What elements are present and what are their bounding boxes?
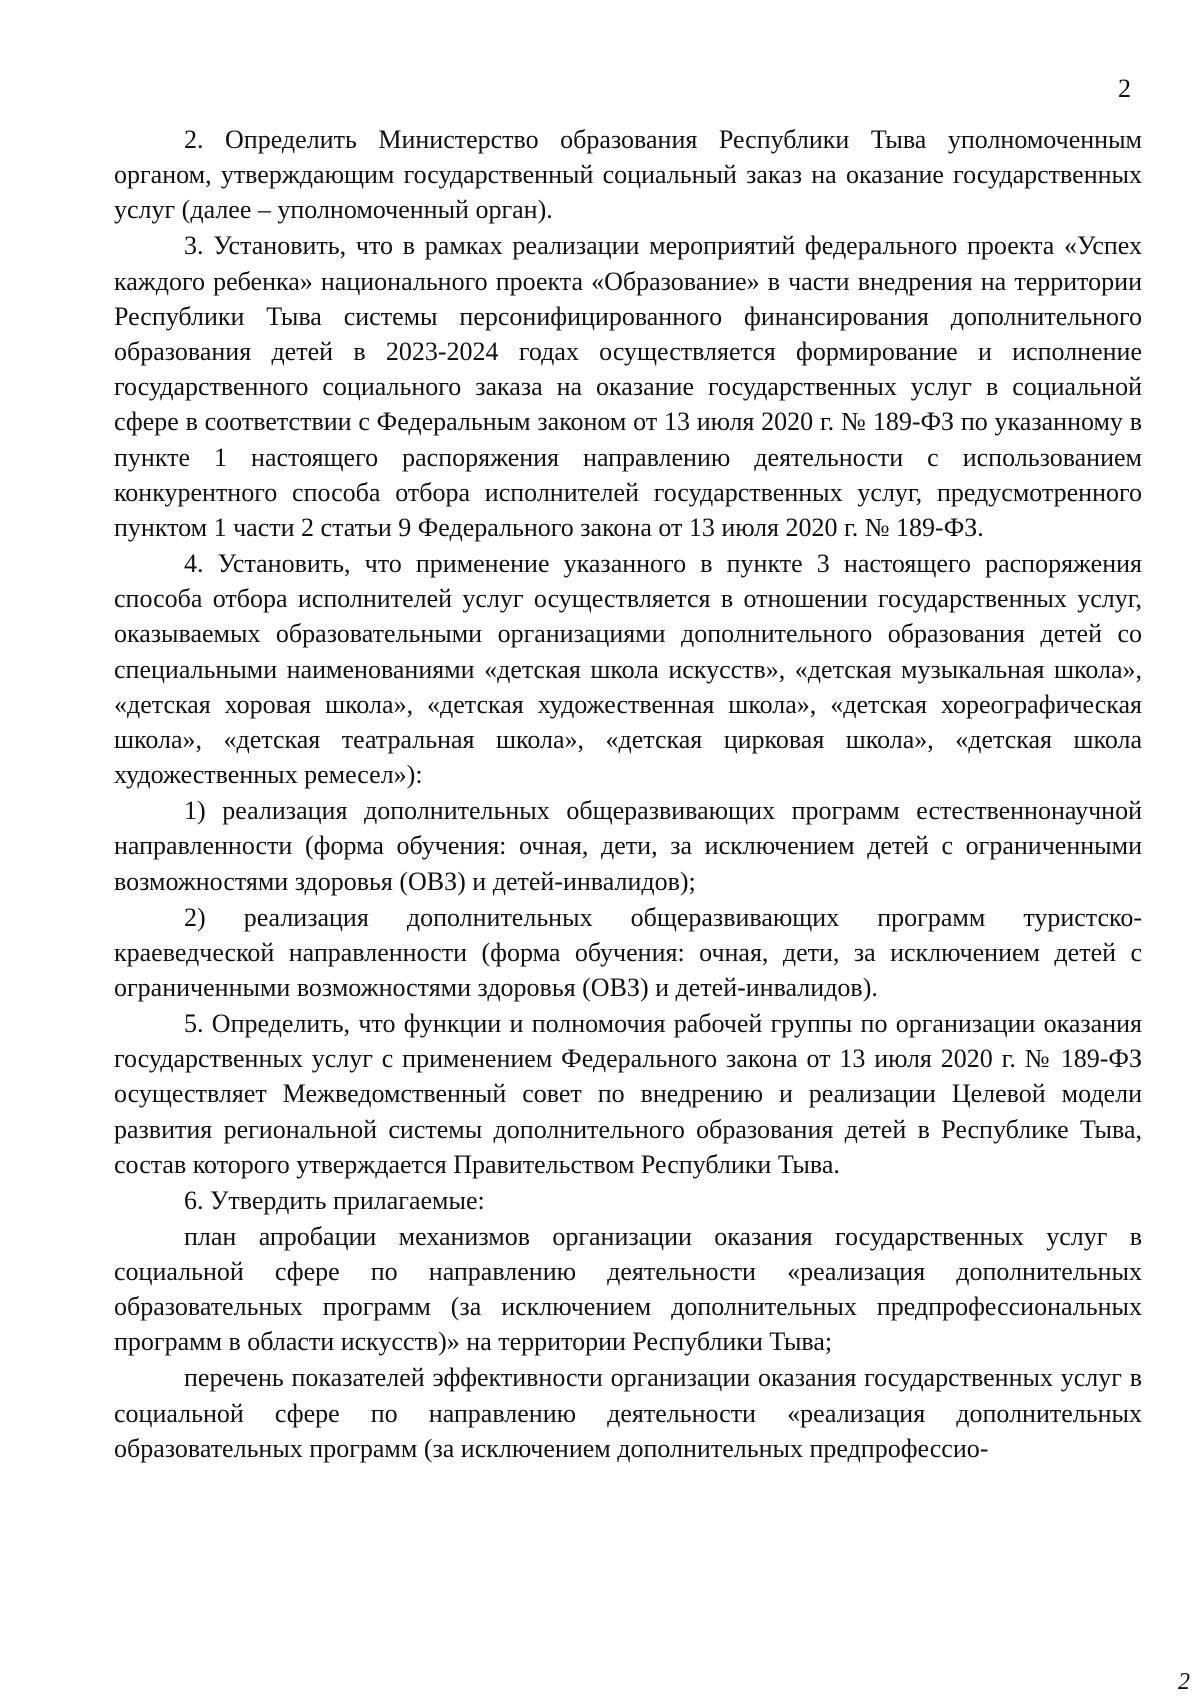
paragraph-item-5: 5. Определить, что функции и полномочия рабочей группы по организации оказания государственных услуг с применением Федерального закона от 13 июля 2020 г. № 189-ФЗ осуществляет Межведомственный совет по внедрению и реализации Целевой модели развития региональной системы дополнительного образования детей в Республике Тыва, состав которого утверждается Правительством Республики Тыва. [114,1009,1142,1179]
paragraph-item-6: 6. Утвердить прилагаемые: [184,1185,485,1215]
paragraph-item-2: 2. Определить Министерство образования Республики Тыва уполномоченным органом, утверждающим государственный социальный заказ на оказание государственных услуг (далее – уполномоченный орган). [114,125,1142,225]
subparagraph-item-1: 1) реализация дополнительных общеразвивающих программ естественнонаучной направленности (форма обучения: очная, дети, за исключением детей с ограниченными возможностями здоровья (ОВЗ) и детей-инвалидов); [114,796,1142,896]
paragraph-item-4: 4. Установить, что применение указанного в пункте 3 настоящего распоряжения способа отбора исполнителей услуг осуществляется в отношении государственных услуг, оказываемых образовательными организациями дополнительного образования детей со специальными наименованиями «детская школа искусств», «детская музыкальная школа», «детская хоровая школа», «детская художественная школа», «детская хореографическая школа», «детская театральная школа», «детская цирковая школа», «детская школа художественных ремесел»): [114,549,1142,790]
page-number: 2 [1118,74,1131,103]
corner-mark: 2 [1178,1669,1190,1695]
document-body [114,122,1142,1466]
paragraph-item-3: 3. Установить, что в рамках реализации мероприятий федерального проекта «Успех каждого ребенка» национального проекта «Образование» в части внедрения на территории Республики Тыва системы персонифицированного финансирования дополнительного образования детей в 2023-2024 годах осуществляется формирование и исполнение государственного социального заказа на оказание государственных услуг в социальной сфере в соответствии с Федеральным законом от 13 июля 2020 г. № 189-ФЗ по указанному в пункте 1 настоящего распоряжения направлению деятельности с использованием конкурентного способа отбора исполнителей государственных услуг, предусмотренного пунктом 1 части 2 статьи 9 Федерального закона от 13 июля 2020 г. № 189-ФЗ. [114,231,1142,543]
approved-indicators-item: перечень показателей эффективности организации оказания государственных услуг в социальной сфере по направлению деятельности «реализация дополнительных образовательных программ (за исключением дополнительных предпрофессио- [114,1363,1142,1463]
subparagraph-item-2: 2) реализация дополнительных общеразвивающих программ туристско-краеведческой направленности (форма обучения: очная, дети, за исключением детей с ограниченными возможностями здоровья (ОВЗ) и детей-инвалидов). [114,902,1142,1003]
approved-plan-item: план апробации механизмов организации оказания государственных услуг в социальной сфере по направлению деятельности «реализация дополнительных образовательных программ (за исключением дополнительных предпрофессиональных программ в области искусств)» на территории Республики Тыва; [114,1221,1142,1357]
